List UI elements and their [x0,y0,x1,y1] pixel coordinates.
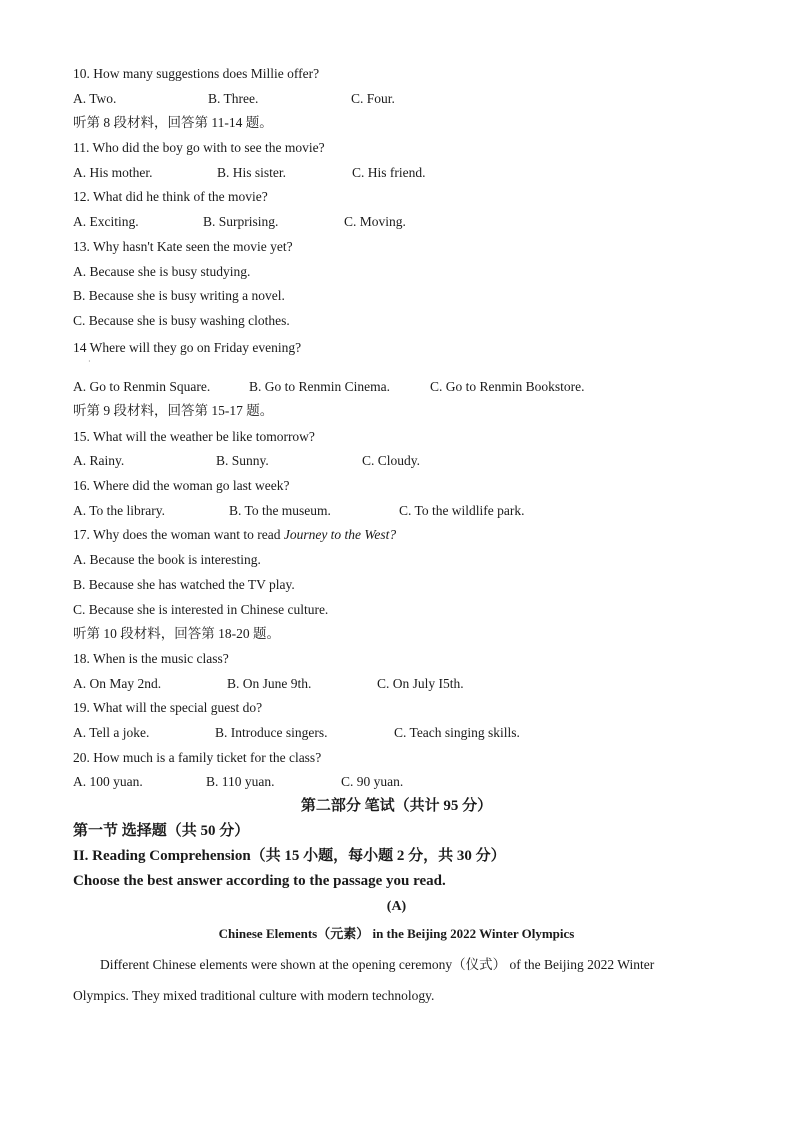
option-a: A. Because she is busy studying. [73,264,251,279]
section-instruction-10: 听第 10 段材料，回答第 18-20 题。 [73,626,280,641]
question-17-text: 17. Why does the woman want to read [73,527,284,542]
section-instruction-9: 听第 9 段材料，回答第 15-17 题。 [73,403,274,418]
question-10: 10. How many suggestions does Millie offer? [73,66,320,81]
option-c: C. Teach singing skills. [394,725,520,740]
option-a: A. Because the book is interesting. [73,552,261,567]
question-17 [73,527,396,543]
option-b: B. Surprising. [203,214,279,229]
option-a: A. Go to Renmin Square. [73,379,211,394]
option-c: C. Four. [351,91,395,106]
option-c: C. Moving. [344,214,406,229]
option-c: C. Because she is busy washing clothes. [73,313,290,328]
option-a: A. Exciting. [73,214,139,229]
question-14: 14 Where will they go on Friday evening? [73,340,302,355]
option-c: C. His friend. [352,165,426,180]
part-heading: 第二部分 笔试（共计 95 分） [300,798,493,814]
paragraph-line-1: Different Chinese elements were shown at the opening ceremony（仪式） of the Beijing 2022 Winter [100,957,655,972]
option-b: B. To the museum. [229,503,331,518]
option-b: B. Because she is busy writing a novel. [73,288,285,303]
option-b: B. Go to Renmin Cinema. [249,379,390,394]
option-b: B. Sunny. [216,453,269,468]
passage-label: (A) [386,899,407,914]
option-c: C. On July I5th. [377,676,464,691]
question-18: 18. When is the music class? [73,651,229,666]
option-c: C. To the wildlife park. [399,503,525,518]
passage-title: Chinese Elements（元素） in the Beijing 2022 Winter Olympics [218,926,575,941]
question-12: 12. What did he think of the movie? [73,189,268,204]
option-a: A. 100 yuan. [73,774,143,789]
option-c: C. 90 yuan. [341,774,404,789]
option-b: B. Because she has watched the TV play. [73,577,295,592]
question-19: 19. What will the special guest do? [73,700,263,715]
reading-heading: II. Reading Comprehension（共 15 小题，每小题 2 分，共 30 分） [73,848,506,864]
option-b: B. Three. [208,91,259,106]
question-16: 16. Where did the woman go last week? [73,478,290,493]
section-heading: 第一节 选择题（共 50 分） [73,823,250,839]
option-a: A. Tell a joke. [73,725,150,740]
option-a: A. Two. [73,91,117,106]
option-a: A. To the library. [73,503,166,518]
option-b: B. His sister. [217,165,287,180]
stray-dot: · [88,357,91,366]
question-15: 15. What will the weather be like tomorrow? [73,429,315,444]
option-b: B. Introduce singers. [215,725,328,740]
instruction-heading: Choose the best answer according to the passage you read. [73,873,446,889]
option-c: C. Go to Renmin Bookstore. [430,379,585,394]
paragraph-line-2: Olympics. They mixed traditional culture with modern technology. [73,988,435,1003]
question-11: 11. Who did the boy go with to see the movie? [73,140,325,155]
question-20: 20. How much is a family ticket for the class? [73,750,322,765]
section-instruction-8: 听第 8 段材料，回答第 11-14 题。 [73,115,273,130]
option-a: A. His mother. [73,165,153,180]
option-a: A. On May 2nd. [73,676,162,691]
option-b: B. 110 yuan. [206,774,275,789]
option-b: B. On June 9th. [227,676,312,691]
option-c: C. Because she is interested in Chinese culture. [73,602,329,617]
option-c: C. Cloudy. [362,453,421,468]
question-13: 13. Why hasn't Kate seen the movie yet? [73,239,293,254]
option-a: A. Rainy. [73,453,125,468]
book-title: Journey to the West? [283,527,397,542]
